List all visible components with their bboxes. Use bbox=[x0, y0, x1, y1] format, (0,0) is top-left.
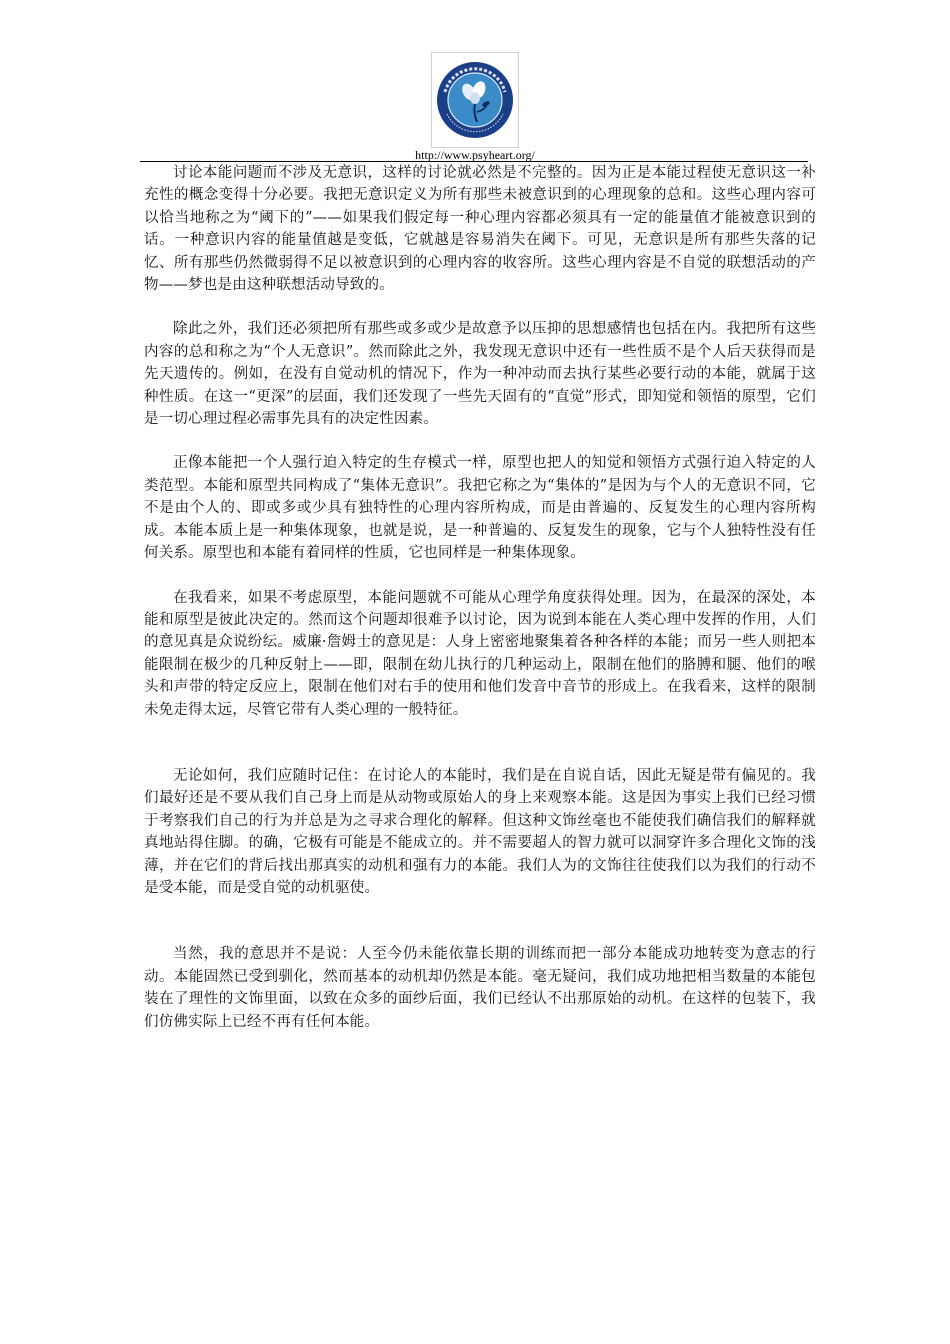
website-url[interactable]: http://www.psyheart.org/ bbox=[415, 148, 535, 162]
paragraph-2: 除此之外，我们还必须把所有那些或多或少是故意予以压抑的思想感情也包括在内。我把所有这些内容的总和称之为“个人无意识”。然而除此之外，我发现无意识中还有一些性质不是个人后天获得而是先天遗传的。例如，在没有自觉动机的情况下，作为一种冲动而去执行某些必要行动的本能，就属于这种性质。在这一“更深”的层面，我们还发现了一些先天固有的“直觉”形式，即知觉和领悟的原型，它们是一切心理过程必需事先具有的决定性因素。 bbox=[144, 321, 816, 428]
paragraph-4: 在我看来，如果不考虑原型，本能问题就不可能从心理学角度获得处理。因为，在最深的深处，本能和原型是彼此决定的。然而这个问题却很难予以讨论，因为说到本能在人类心理中发挥的作用，人们的意见真是众说纷纭。威廉·詹姆士的意见是：人身上密密地聚集着各种各样的本能；而另一些人则把本能限制在极少的几种反射上——即，限制在幼儿执行的几种运动上，限制在他们的胳膊和腿、他们的喉头和声带的特定反应上，限制在他们对右手的使用和他们发音中音节的形成上。在我看来，这样的限制未免走得太远，尽管它带有人类心理的一般特征。 bbox=[144, 589, 816, 718]
page-header bbox=[0, 0, 950, 170]
article-body bbox=[144, 162, 816, 1033]
paragraph-1: 讨论本能问题而不涉及无意识，这样的讨论就必然是不完整的。因为正是本能过程使无意识这一补充性的概念变得十分必要。我把无意识定义为所有那些未被意识到的心理现象的总和。这些心理内容可以恰当地称之为“阈下的”——如果我们假定每一种心理内容都必须具有一定的能量值才能被意识到的话。一种意识内容的能量值越是变低，它就越是容易消失在阈下。可见，无意识是所有那些失落的记忆、所有那些仍然微弱得不足以被意识到的心理内容的收容所。这些心理内容是不自觉的联想活动的产物——梦也是由这种联想活动导致的。 bbox=[144, 165, 816, 294]
paragraph-spacer bbox=[144, 296, 816, 318]
paragraph-spacer bbox=[144, 721, 816, 765]
paragraph-3: 正像本能把一个人强行迫入特定的生存模式一样，原型也把人的知觉和领悟方式强行迫入特定的人类范型。本能和原型共同构成了“集体无意识”。我把它称之为“集体的”是因为与个人的无意识不同，它不是由个人的、即或多或少具有独特性的心理内容所构成，而是由普遍的、反复发生的心理内容所构成。本能本质上是一种集体现象，也就是说，是一种普遍的、反复发生的现象，它与个人独特性没有任何关系。原型也和本能有着同样的性质，它也同样是一种集体现象。 bbox=[144, 455, 816, 562]
paragraph-5: 无论如何，我们应随时记住：在讨论人的本能时，我们是在自说自话，因此无疑是带有偏见的。我们最好还是不要从我们自己身上而是从动物或原始人的身上来观察本能。这是因为事实上我们已经习惯于考察我们自己的行为并总是为之寻求合理化的解释。但这种文饰丝毫也不能使我们确信我们的解释就真地站得住脚。的确，它极有可能是不能成立的。并不需要超人的智力就可以洞穿许多合理化文饰的浅薄，并在它们的背后找出那真实的动机和强有力的本能。我们人为的文饰往往使我们以为我们的行动不是受本能，而是受自觉的动机驱使。 bbox=[144, 767, 816, 896]
institute-logo bbox=[431, 52, 519, 148]
paragraph-spacer bbox=[144, 565, 816, 587]
paragraph-spacer bbox=[144, 899, 816, 943]
logo-emblem-icon bbox=[431, 52, 519, 148]
paragraph-spacer bbox=[144, 430, 816, 452]
paragraph-6: 当然，我的意思并不是说：人至今仍未能依靠长期的训练而把一部分本能成功地转变为意志的行动。本能固然已受到驯化，然而基本的动机却仍然是本能。毫无疑问，我们成功地把相当数量的本能包装在了理性的文饰里面，以致在众多的面纱后面，我们已经认不出那原始的动机。在这样的包装下，我们仿佛实际上已经不再有任何本能。 bbox=[144, 946, 816, 1030]
